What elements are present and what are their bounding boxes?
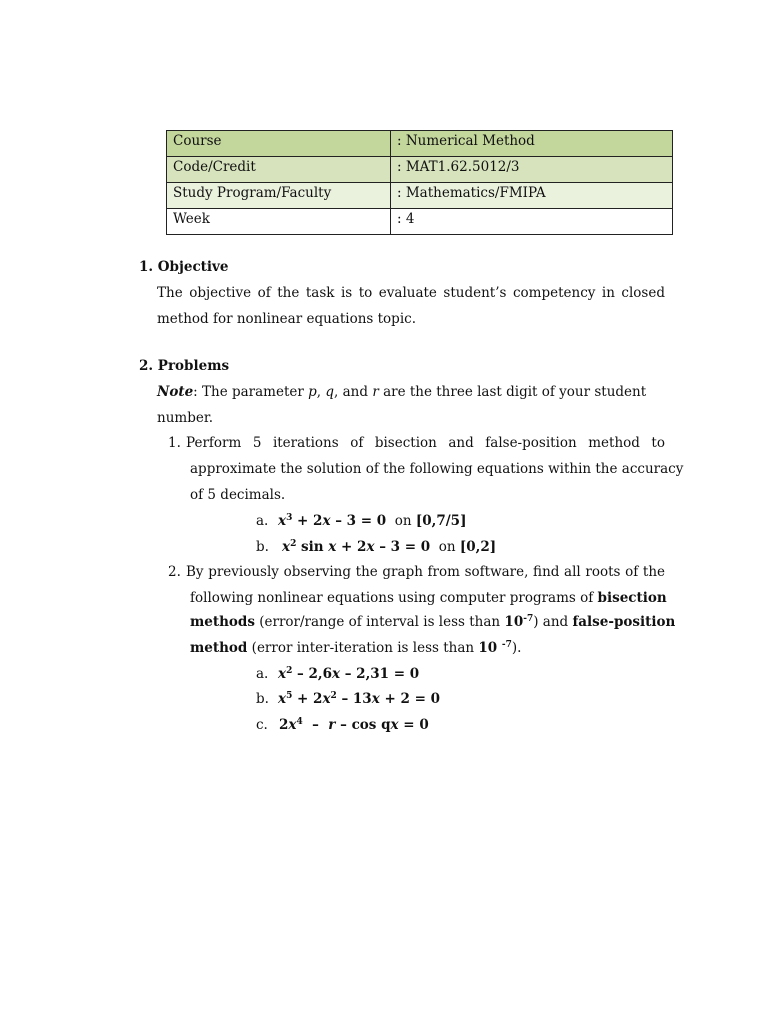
table-row [167, 183, 673, 209]
task-text-line: Perform 5 iterations of bisection and false-position method to [186, 435, 665, 451]
problems-heading: 2. Problems [139, 358, 230, 374]
equation-a: $x^3 + 2x - 3 = 0$ on [0,7/5] [278, 513, 467, 529]
task-text-line: methods (error/range of interval is less than $10^{-7}$) and false-position [190, 614, 676, 630]
note-line: Note: The parameter p, q, and r are the three last digit of your student [157, 384, 647, 400]
equation-2c: $2x^4$ – r – cos qx = 0 [279, 717, 429, 733]
task-text-line: following nonlinear equations using computer programs of bisection [190, 590, 667, 606]
task-text-line: of 5 decimals. [190, 487, 286, 503]
task-text-line: method (error inter-iteration is less than 10 $^{-7}$). [190, 640, 522, 656]
objective-text-line: method for nonlinear equations topic. [157, 311, 416, 327]
equation-label: b. [256, 539, 269, 555]
equation-2a: $x^2 - 2,6x - 2,31 = 0$ [278, 666, 420, 682]
table-row [167, 157, 673, 183]
equation-label: c. [256, 717, 268, 733]
equation-label: a. [256, 513, 269, 529]
table-cell-value: : 4 [391, 209, 673, 235]
table-cell-value: : Numerical Method [391, 131, 673, 157]
equation-b: $x^2$ sin x + 2x – 3 = 0 on [0,2] [282, 539, 497, 555]
equation-2b: $x^5 + 2x^2 - 13x + 2 = 0$ [278, 691, 440, 707]
course-info-table [166, 130, 673, 235]
table-row [167, 131, 673, 157]
task-number: 2. [168, 564, 181, 580]
table-cell-value: : MAT1.62.5012/3 [391, 157, 673, 183]
objective-text-line: The objective of the task is to evaluate student’s competency in closed [157, 285, 665, 301]
note-label: Note [157, 384, 194, 400]
table-cell-label: Course [167, 131, 391, 157]
note-line: number. [157, 410, 214, 426]
table-cell-value: : Mathematics/FMIPA [391, 183, 673, 209]
task-text-line: approximate the solution of the following equations within the accuracy [190, 461, 684, 477]
table-cell-label: Code/Credit [167, 157, 391, 183]
objective-heading: 1. Objective [139, 259, 229, 275]
table-row [167, 209, 673, 235]
task-text-line: By previously observing the graph from software, find all roots of the [186, 564, 665, 580]
task-number: 1. [168, 435, 181, 451]
equation-label: a. [256, 666, 269, 682]
table-cell-label: Week [167, 209, 391, 235]
table-cell-label: Study Program/Faculty [167, 183, 391, 209]
equation-label: b. [256, 691, 269, 707]
